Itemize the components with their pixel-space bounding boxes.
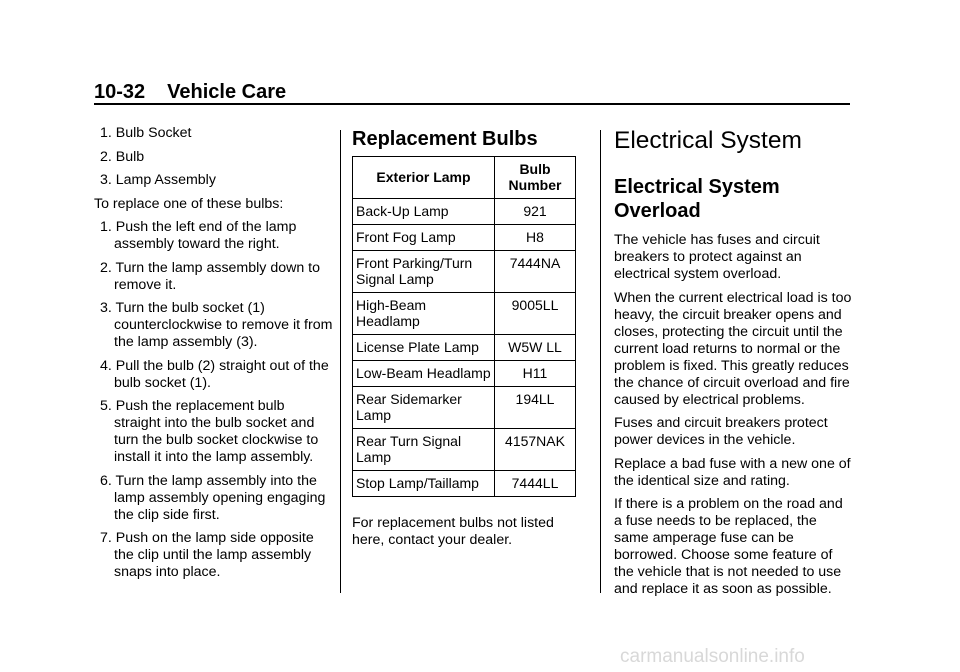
table-cell: 7444LL (495, 471, 576, 497)
list-item: 3. Lamp Assembly (100, 172, 216, 188)
paragraph: Fuses and circuit breakers protect power devices in the vehicle. (614, 415, 828, 448)
table-row (353, 293, 576, 335)
replacement-bulbs-heading: Replacement Bulbs (352, 128, 538, 150)
table-row (353, 335, 576, 361)
right-column (614, 127, 852, 605)
table-row (353, 387, 576, 429)
table-cell: Low-Beam Headlamp (353, 361, 495, 387)
page-number: 10-32 (94, 81, 146, 103)
table-cell: Rear Turn Signal Lamp (353, 429, 495, 471)
table-row (353, 199, 576, 225)
table-cell: Front Fog Lamp (353, 225, 495, 251)
table-cell: 4157NAK (495, 429, 576, 471)
table-cell: License Plate Lamp (353, 335, 495, 361)
paragraph: The vehicle has fuses and circuit breakers to protect against an electrical system overload. (614, 232, 820, 282)
list-item: 5. Push the replacement bulb straight into the bulb socket and turn the bulb socket clockwise to install it into the lamp assembly. (100, 398, 319, 465)
list-item: 2. Bulb (100, 148, 145, 165)
list-item: 4. Pull the bulb (2) straight out of the bulb socket (1). (100, 357, 329, 391)
dealer-note: For replacement bulbs not listed here, contact your dealer. (352, 515, 554, 548)
table-cell: Back-Up Lamp (353, 199, 495, 225)
column-header: Bulb Number (495, 157, 576, 199)
list-item: 1. Bulb Socket (100, 125, 192, 141)
table-cell: Rear Sidemarker Lamp (353, 387, 495, 429)
header-rule (94, 103, 850, 105)
column-divider-left (340, 130, 341, 593)
table-row (353, 471, 576, 497)
table-cell: W5W LL (495, 335, 576, 361)
table-row (353, 361, 576, 387)
table-row (353, 251, 576, 293)
table-cell: H8 (495, 225, 576, 251)
table-cell: Front Parking/Turn Signal Lamp (353, 251, 495, 293)
list-item: 6. Turn the lamp assembly into the lamp assembly opening engaging the clip side first. (100, 472, 326, 523)
list-item: 1. Push the left end of the lamp assembly toward the right. (100, 219, 297, 252)
paragraph: When the current electrical load is too heavy, the circuit breaker opens and closes, protecting the circuit until the current load returns to normal or the problem is fixed. This greatly reduces the chance of circuit overload and fire caused by electrical problems. (614, 289, 852, 408)
parts-list (94, 125, 334, 189)
table-cell: H11 (495, 361, 576, 387)
column-divider-right (600, 130, 601, 593)
watermark-text: carmanualsonline.info (620, 646, 805, 667)
middle-column (352, 127, 578, 556)
table-cell: High-Beam Headlamp (353, 293, 495, 335)
list-item: 3. Turn the bulb socket (1) counterclockwise to remove it from the lamp assembly (3). (100, 300, 333, 350)
paragraph: Replace a bad fuse with a new one of the identical size and rating. (614, 455, 851, 489)
left-column (94, 125, 334, 588)
table-row (353, 225, 576, 251)
column-header: Exterior Lamp (353, 157, 495, 199)
steps-intro: To replace one of these bulbs: (94, 195, 284, 212)
section-title: Vehicle Care (167, 81, 287, 103)
table-cell: 9005LL (495, 293, 576, 335)
page-header (94, 80, 850, 104)
steps-list (94, 219, 334, 581)
paragraph: If there is a problem on the road and a fuse needs to be replaced, the same amperage fuse can be borrowed. Choose some feature of the vehicle that is not needed to use and replace it as soon as possible. (614, 496, 843, 597)
overload-subtitle: Electrical System Overload (614, 176, 780, 222)
table-header-row (353, 157, 576, 199)
table-cell: 194LL (495, 387, 576, 429)
table-cell: 7444NA (495, 251, 576, 293)
list-item: 7. Push on the lamp side opposite the clip until the lamp assembly snaps into place. (100, 530, 314, 580)
bulb-table (352, 156, 576, 497)
table-cell: 921 (495, 199, 576, 225)
table-row (353, 429, 576, 471)
electrical-system-title: Electrical System (614, 127, 802, 154)
list-item: 2. Turn the lamp assembly down to remove it. (100, 259, 321, 293)
table-cell: Stop Lamp/Taillamp (353, 471, 495, 497)
